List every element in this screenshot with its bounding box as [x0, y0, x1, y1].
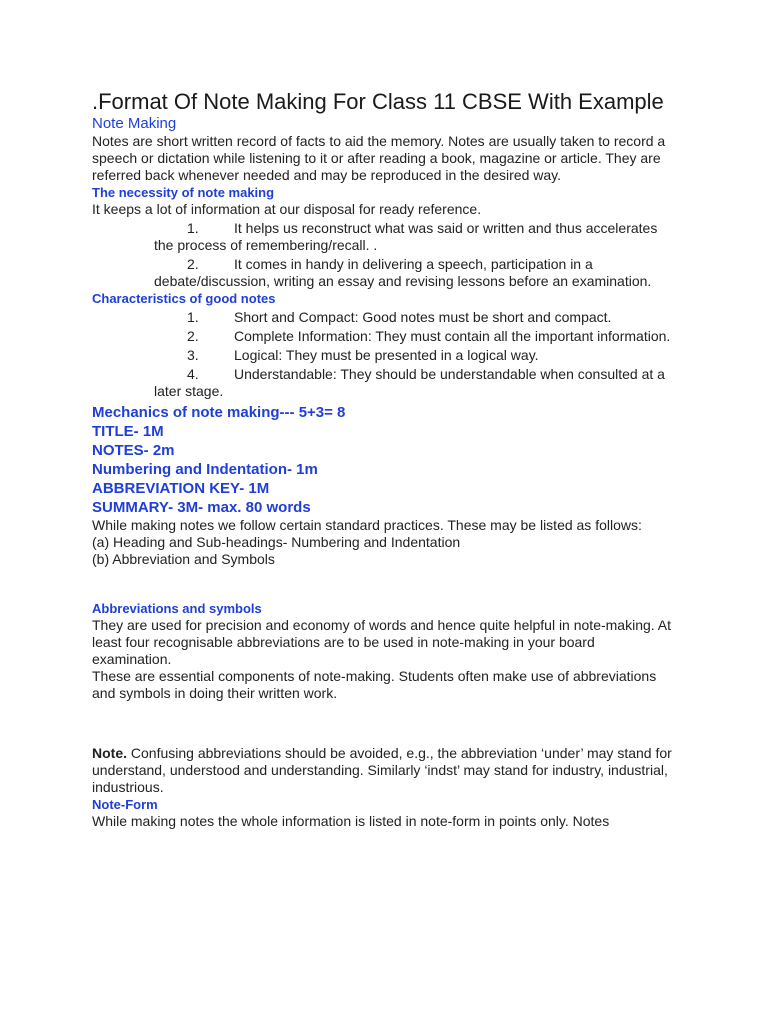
- mechanics-line-4: Numbering and Indentation- 1m: [92, 461, 318, 478]
- characteristics-item-2: 2. Complete Information: They must contain all the important information.: [187, 328, 671, 344]
- necessity-item-2: 2. It comes in handy in delivering a speech, participation in a debate/discussion, writing an essay and revising lessons before an examination.: [154, 256, 652, 289]
- abbreviations-text-2: These are essential components of note-making. Students often make use of abbreviations and symbols in doing their written work.: [92, 668, 657, 701]
- necessity-item-1: 1. It helps us reconstruct what was said or written and thus accelerates the process of remembering/recall. .: [154, 220, 658, 253]
- necessity-text: It keeps a lot of information at our disposal for ready reference.: [92, 201, 482, 217]
- characteristics-item-4: 4. Understandable: They should be understandable when consulted at a later stage.: [154, 366, 665, 399]
- mechanics-text: While making notes we follow certain standard practices. These may be listed as follows:: [92, 517, 642, 533]
- mechanics-line-3: NOTES- 2m: [92, 442, 175, 459]
- note-label: Note.: [92, 745, 127, 761]
- abbreviations-heading: Abbreviations and symbols: [92, 601, 262, 616]
- abbreviations-text-1: They are used for precision and economy of words and hence quite helpful in note-making. At least four recognisable abbreviations are to be used in note-making in your board examination.: [92, 617, 672, 667]
- characteristics-item-3: 3. Logical: They must be presented in a logical way.: [187, 347, 539, 363]
- mechanics-line-1: Mechanics of note making--- 5+3= 8: [92, 404, 346, 421]
- characteristics-heading: Characteristics of good notes: [92, 291, 276, 306]
- mechanics-list-item-a: (a) Heading and Sub-headings- Numbering and Indentation: [92, 534, 461, 550]
- note-text: Confusing abbreviations should be avoided, e.g., the abbreviation ‘under’ may stand for understand, understood and understanding. Similarly ‘indst’ may stand for industry, industrial, industrious.: [92, 745, 672, 795]
- mechanics-list-item-b: (b) Abbreviation and Symbols: [92, 551, 275, 567]
- note-making-heading: Note Making: [92, 115, 177, 132]
- note-form-text: While making notes the whole information is listed in note-form in points only. Notes: [92, 813, 610, 829]
- note-making-text: Notes are short written record of facts to aid the memory. Notes are usually taken to record a speech or dictation while listening to it or after reading a book, magazine or article. They are referred back whenever needed and may be reproduced in the desired way.: [92, 133, 666, 183]
- mechanics-line-6: SUMMARY- 3M- max. 80 words: [92, 499, 311, 516]
- mechanics-line-2: TITLE- 1M: [92, 423, 164, 440]
- mechanics-line-5: ABBREVIATION KEY- 1M: [92, 480, 270, 497]
- note-form-heading: Note-Form: [92, 797, 158, 812]
- document-page: [92, 89, 672, 830]
- document-title: .Format Of Note Making For Class 11 CBSE With Example: [92, 89, 664, 114]
- necessity-heading: The necessity of note making: [92, 185, 275, 200]
- characteristics-item-1: 1. Short and Compact: Good notes must be short and compact.: [187, 309, 612, 325]
- note-paragraph: [92, 745, 672, 796]
